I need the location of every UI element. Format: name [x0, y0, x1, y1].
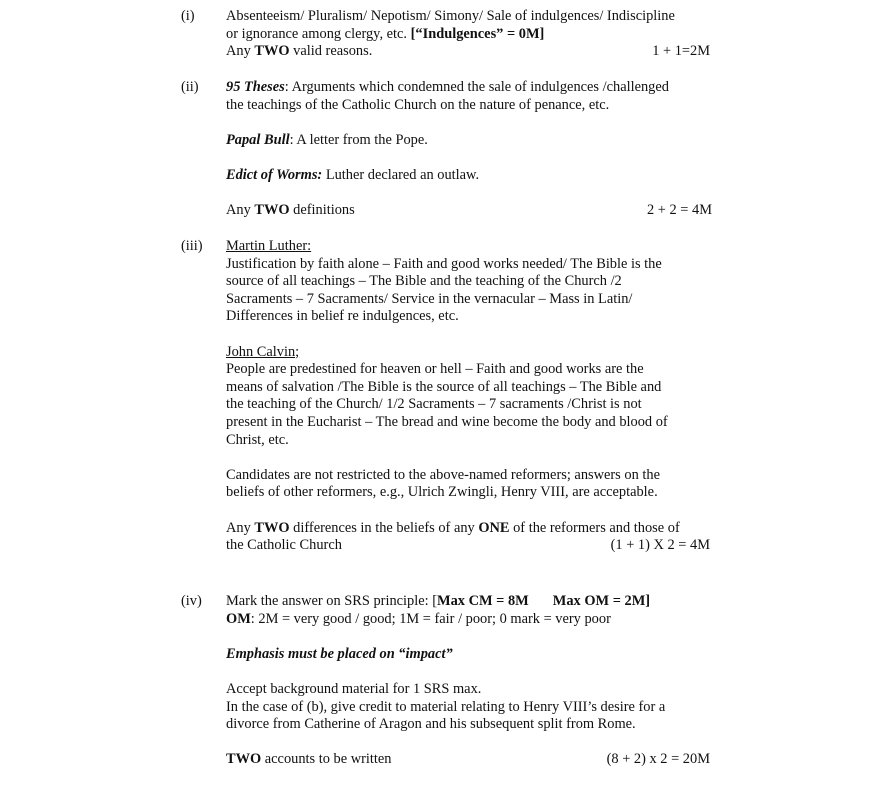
text-line: [226, 611, 716, 629]
text-line: [226, 26, 716, 44]
text-line: Absenteeism/ Pluralism/ Nepotism/ Simony/ Sale of indulgences/ Indiscipline: [226, 8, 675, 24]
text-line: In the case of (b), give credit to material relating to Henry VIII’s desire for a: [226, 698, 666, 715]
text-line: means of salvation /The Bible is the source of all teachings – The Bible and: [226, 378, 662, 395]
item-body: [226, 593, 716, 769]
text-line: [226, 344, 716, 362]
text-line: People are predestined for heaven or hell – Faith and good works are the: [226, 361, 644, 378]
emphasis-note: Emphasis must be placed on “impact”: [226, 645, 453, 662]
term-edict-of-worms: Edict of Worms:: [226, 166, 323, 183]
text-line: Differences in belief re indulgences, etc.: [226, 308, 459, 325]
text-run: of the reformers and those of: [509, 519, 680, 536]
item-body: [226, 8, 716, 61]
text-line: source of all teachings – The Bible and the teaching of the Church /2: [226, 273, 622, 290]
marks-allocation: (8 + 2) x 2 = 20M: [606, 751, 710, 768]
definition: Luther declared an outlaw.: [322, 166, 480, 183]
text-run: valid reasons.: [289, 43, 373, 60]
text-run: definitions: [289, 202, 355, 219]
item-number: (iii): [181, 238, 203, 254]
text-line: [226, 202, 716, 220]
text-line: [226, 79, 716, 97]
text-run: Any: [226, 202, 255, 219]
bold-word: TWO: [254, 519, 290, 536]
text-run: differences in the beliefs of any: [289, 519, 479, 536]
text-line: Christ, etc.: [226, 431, 289, 448]
bold-word: TWO: [226, 751, 262, 768]
max-om: Max OM = 2M]: [552, 593, 651, 609]
item-number: (iv): [181, 593, 202, 609]
text-run: Mark the answer on SRS principle: [: [226, 593, 438, 609]
term-95-theses: 95 Theses: [226, 79, 285, 95]
bold-note: [“Indulgences” = 0M]: [410, 25, 545, 42]
text-line: present in the Eucharist – The bread and wine become the body and blood of: [226, 413, 668, 430]
bold-word: TWO: [254, 202, 290, 219]
text-line: [226, 520, 716, 538]
bold-word: TWO: [254, 43, 290, 60]
text-line: the teaching of the Church/ 1/2 Sacraments – 7 sacraments /Christ is not: [226, 396, 642, 413]
text-line: [226, 238, 716, 256]
text-line: [226, 537, 716, 555]
text-run: accounts to be written: [261, 751, 392, 768]
item-number: (ii): [181, 79, 199, 95]
text-line: [226, 751, 716, 769]
marks-allocation: 2 + 2 = 4M: [646, 202, 712, 219]
text-line: [226, 593, 716, 611]
text-line: [226, 167, 716, 185]
text-line: [226, 646, 716, 664]
text-line: Accept background material for 1 SRS max.: [226, 680, 482, 697]
term-papal-bull: Papal Bull: [226, 131, 290, 148]
marks-allocation: (1 + 1) X 2 = 4M: [610, 537, 710, 554]
text-line: [226, 132, 716, 150]
om-label: OM: [226, 610, 251, 627]
text-run: Any: [226, 43, 255, 60]
item-body: [226, 238, 716, 555]
text-run: or ignorance among clergy, etc.: [226, 25, 411, 42]
text-line: [226, 43, 716, 61]
bold-word: ONE: [478, 519, 510, 536]
text-run: the Catholic Church: [226, 537, 342, 554]
text-line: divorce from Catherine of Aragon and his subsequent split from Rome.: [226, 716, 636, 733]
item-body: [226, 79, 716, 220]
heading-john-calvin: John Calvin;: [226, 343, 300, 360]
text-line: beliefs of other reformers, e.g., Ulrich Zwingli, Henry VIII, are acceptable.: [226, 484, 658, 501]
max-cm: Max CM = 8M: [437, 593, 529, 609]
definition: : A letter from the Pope.: [289, 131, 428, 148]
item-number: (i): [181, 8, 195, 24]
marks-allocation: 1 + 1=2M: [652, 43, 710, 60]
definition: : Arguments which condemned the sale of indulgences /challenged: [284, 79, 669, 95]
heading-martin-luther: Martin Luther:: [226, 238, 312, 254]
text-run: Any: [226, 519, 255, 536]
text-line: Sacraments – 7 Sacraments/ Service in the vernacular – Mass in Latin/: [226, 290, 633, 307]
text-line: the teachings of the Catholic Church on the nature of penance, etc.: [226, 96, 610, 113]
text-line: Justification by faith alone – Faith and good works needed/ The Bible is the: [226, 255, 662, 272]
text-line: Candidates are not restricted to the above-named reformers; answers on the: [226, 466, 660, 483]
text-run: : 2M = very good / good; 1M = fair / poor; 0 mark = very poor: [250, 610, 611, 627]
